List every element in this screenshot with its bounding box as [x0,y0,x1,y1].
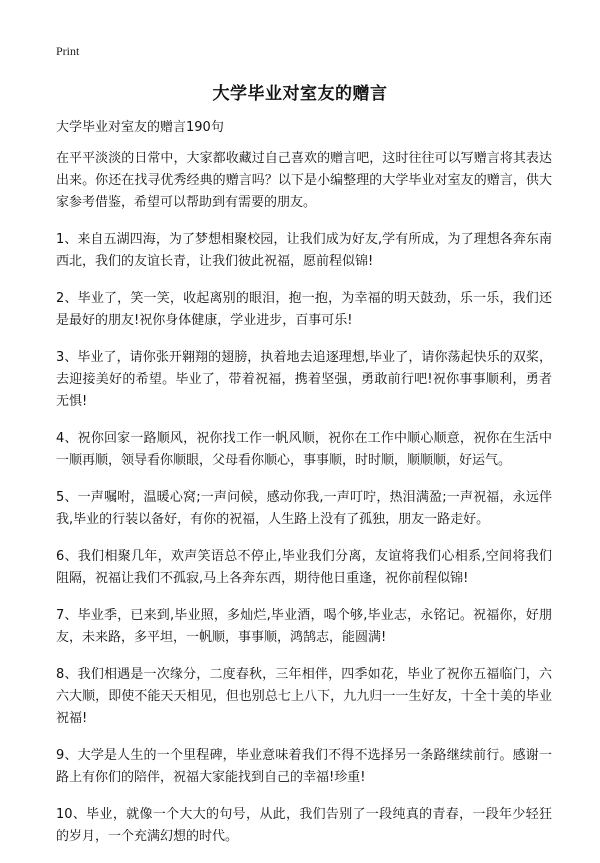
quote-item-10: 10、毕业，就像一个大大的句号，从此，我们告别了一段纯真的青春，一段年少轻狂的岁月，一个充满幻想的时代。 [56,807,552,844]
quote-item-3: 3、毕业了，请你张开翱翔的翅膀，执着地去追逐理想,毕业了，请你荡起快乐的双桨，去迎接美好的希望。毕业了，带着祝福，携着坚强，勇敢前行吧!祝你事事顺利，勇者无惧! [56,350,552,409]
quote-item-9: 9、大学是人生的一个里程碑，毕业意味着我们不得不选择另一条路继续前行。感谢一路上有你们的陪伴，祝福大家能找到自己的幸福!珍重! [56,748,552,785]
quote-item-2: 2、毕业了，笑一笑，收起离别的眼泪，抱一抱，为幸福的明天鼓劲，乐一乐，我们还是最好的朋友!祝你身体健康，学业进步，百事可乐! [56,291,552,328]
quote-item-1: 1、来自五湖四海，为了梦想相聚校园，让我们成为好友,学有所成，为了理想各奔东南西北，我们的友谊长青，让我们彼此祝福，愿前程似锦! [56,232,552,269]
quote-item-4: 4、祝你回家一路顺风，祝你找工作一帆风顺，祝你在工作中顺心顺意，祝你在生活中一顺再顺，领导看你顺眼，父母看你顺心，事事顺，时时顺，顺顺顺，好运气。 [56,431,552,468]
quote-item-5: 5、一声嘱咐，温暖心窝;一声问候，感动你我,一声叮咛，热泪满盈;一声祝福，永远伴我,毕业的行装以备好，有你的祝福，人生路上没有了孤独，朋友一路走好。 [56,490,552,527]
quote-item-6: 6、我们相聚几年，欢声笑语总不停止,毕业我们分离，友谊将我们心相系,空间将我们阻隔，祝福让我们不孤寂,马上各奔东西，期待他日重逢，祝你前程似锦! [56,549,552,586]
quote-item-7: 7、毕业季，已来到,毕业照，多灿烂,毕业酒，喝个够,毕业志，永铭记。祝福你，好朋友，未来路，多平坦，一帆顺，事事顺，鸿鹄志，能圆满! [56,608,552,645]
page-title: 大学毕业对室友的赠言 [212,84,388,104]
quote-item-8: 8、我们相遇是一次缘分，二度春秋，三年相伴，四季如花，毕业了祝你五福临门，六六大顺，即使不能天天相见，但也别总七上八下，九九归一一生好友，十全十美的毕业祝福! [56,667,552,726]
print-link[interactable]: Print [56,44,80,58]
article-body [56,117,552,863]
article-subtitle: 大学毕业对室友的赠言190句 [56,120,224,135]
intro-paragraph: 在平平淡淡的日常中，大家都收藏过自己喜欢的赠言吧，这时往往可以写赠言将其表达出来。你还在找寻优秀经典的赠言吗？以下是小编整理的大学毕业对室友的赠言，供大家参考借鉴，希望可以帮助到有需要的朋友。 [56,151,552,210]
